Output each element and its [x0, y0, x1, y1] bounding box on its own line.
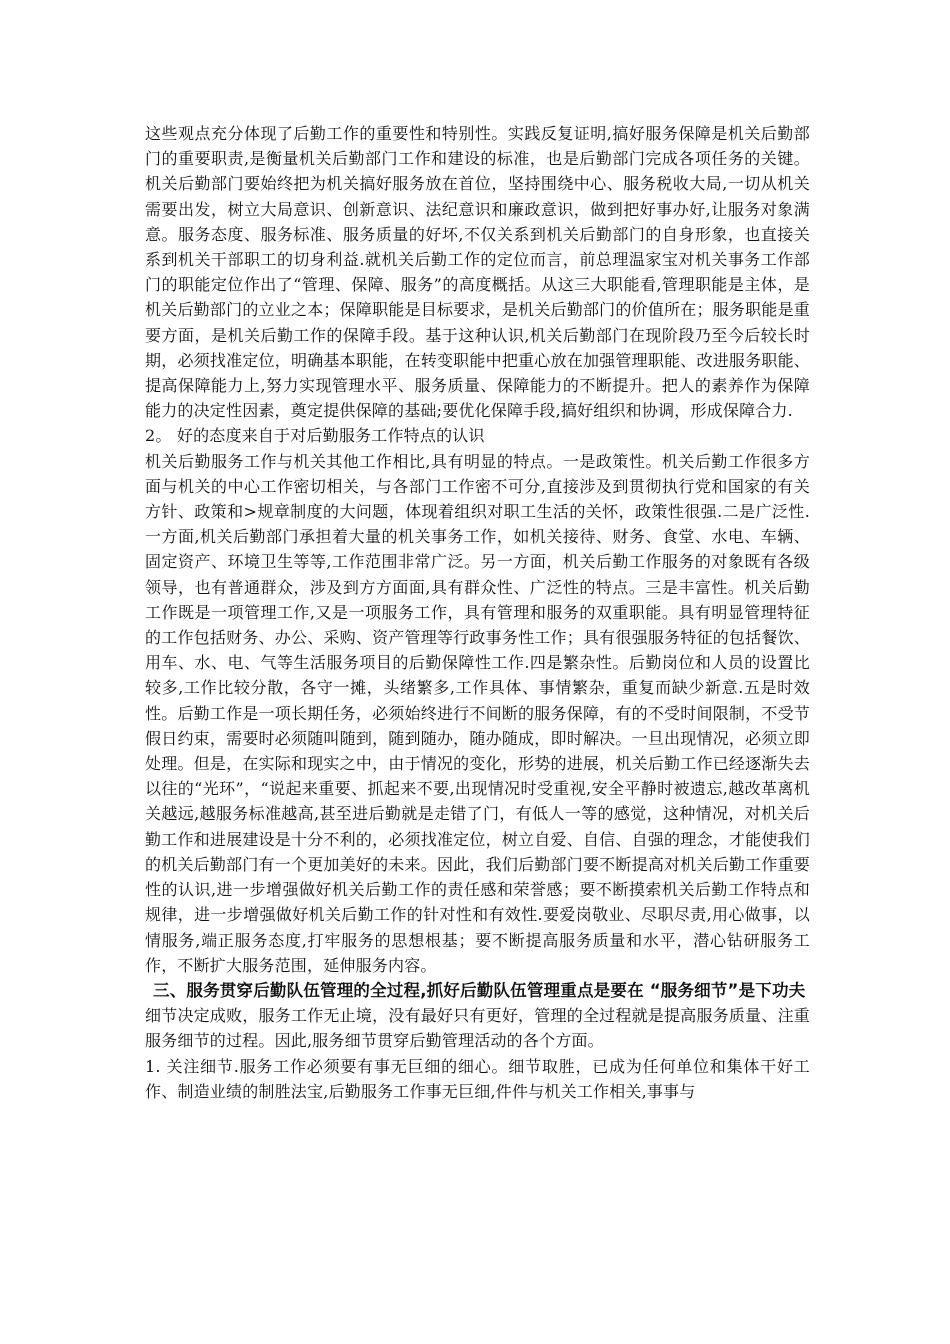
- body-paragraph-4: 1. 关注细节.服务工作必须要有事无巨细的细心。细节取胜，已成为任何单位和集体干好工作、制造业绩的制胜法宝,后勤服务工作事无巨细,件件与机关工作相关,事事与: [145, 1056, 810, 1101]
- section-heading-3: 三、服务贯穿后勤队伍管理的全过程,抓好后勤队伍管理重点是要在 “服务细节”是下功夫: [153, 980, 806, 1000]
- document-page: [145, 121, 810, 1104]
- body-paragraph-2: 机关后勤服务工作与机关其他工作相比,具有明显的特点。一是政策性。机关后勤工作很多方面与机关的中心工作密切相关，与各部门工作密不可分,直接涉及到贯彻执行党和国家的有关方针、政策和>规章制度的大问题，体现着组织对职工生活的关怀，政策性很强.二是广泛性.一方面,机关后勤部门承担着大量的机关事务工作，如机关接待、财务、食堂、水电、车辆、固定资产、环境卫生等等,工作范围非常广泛。另一方面，机关后勤工作服务的对象既有各级领导，也有普通群众，涉及到方方面面,具有群众性、广泛性的特点。三是丰富性。机关后勤工作既是一项管理工作,又是一项服务工作，具有管理和服务的双重职能。具有明显管理特征的工作包括财务、办公、采购、资产管理等行政事务性工作；具有很强服务特征的包括餐饮、用车、水、电、气等生活服务项目的后勤保障性工作.四是繁杂性。后勤岗位和人员的设置比较多,工作比较分散，各守一摊，头绪繁多,工作具体、事情繁杂，重复而缺少新意.五是时效性。后勤工作是一项长期任务，必须始终进行不间断的服务保障，有的不受时间限制，不受节假日约束，需要时必须随叫随到，随到随办，随办随成，即时解决。一旦出现情况，必须立即处理。但是，在实际和现实之中，由于情况的变化，形势的进展，机关后勤工作已经逐渐失去以往的“光环”，“说起来重要、抓起来不要,出现情况时受重视,安全平静时被遗忘,越改革离机关越远,越服务标准越高,甚至进后勤就是走错了门，有低人一等的感觉，这种情况，对机关后勤工作和进展建设是十分不利的，必须找准定位，树立自爱、自信、自强的理念，才能使我们的机关后勤部门有一个更加美好的未来。因此，我们后勤部门要不断提高对机关后勤工作重要性的认识,进一步增强做好机关后勤工作的责任感和荣誉感；要不断摸索机关后勤工作特点和规律，进一步增强做好机关后勤工作的针对性和有效性.要爱岗敬业、尽职尽责,用心做事，以情服务,端正服务态度,打牢服务的思想根基；要不断提高服务质量和水平，潜心钻研服务工作，不断扩大服务范围，延伸服务内容。: [145, 451, 810, 975]
- body-paragraph-1: 这些观点充分体现了后勤工作的重要性和特别性。实践反复证明,搞好服务保障是机关后勤部门的重要职责,是衡量机关后勤部门工作和建设的标准，也是后勤部门完成各项任务的关键。机关后勤部门要始终把为机关搞好服务放在首位，坚持围绕中心、服务税收大局,一切从机关需要出发，树立大局意识、创新意识、法纪意识和廉政意识，做到把好事办好,让服务对象满意。服务态度、服务标准、服务质量的好坏,不仅关系到机关后勤部门的自身形象，也直接关系到机关干部职工的切身利益.就机关后勤工作的定位而言，前总理温家宝对机关事务工作部门的职能定位作出了“管理、保障、服务”的高度概括。从这三大职能看,管理职能是主体，是机关后勤部门的立业之本；保障职能是目标要求，是机关后勤部门的价值所在；服务职能是重要方面，是机关后勤工作的保障手段。基于这种认识,机关后勤部门在现阶段乃至今后较长时期，必须找准定位，明确基本职能，在转变职能中把重心放在加强管理职能、改进服务职能、提高保障能力上,努力实现管理水平、服务质量、保障能力的不断提升。把人的素养作为保障能力的决定性因素，奠定提供保障的基础;要优化保障手段,搞好组织和协调，形成保障合力.: [145, 124, 810, 421]
- section-item-2: 2。 好的态度来自于对后勤服务工作特点的认识: [145, 426, 485, 446]
- body-paragraph-3: 细节决定成败，服务工作无止境，没有最好只有更好，管理的全过程就是提高服务质量、注重服务细节的过程。因此,服务细节贯穿后勤管理活动的各个方面。: [145, 1006, 810, 1051]
